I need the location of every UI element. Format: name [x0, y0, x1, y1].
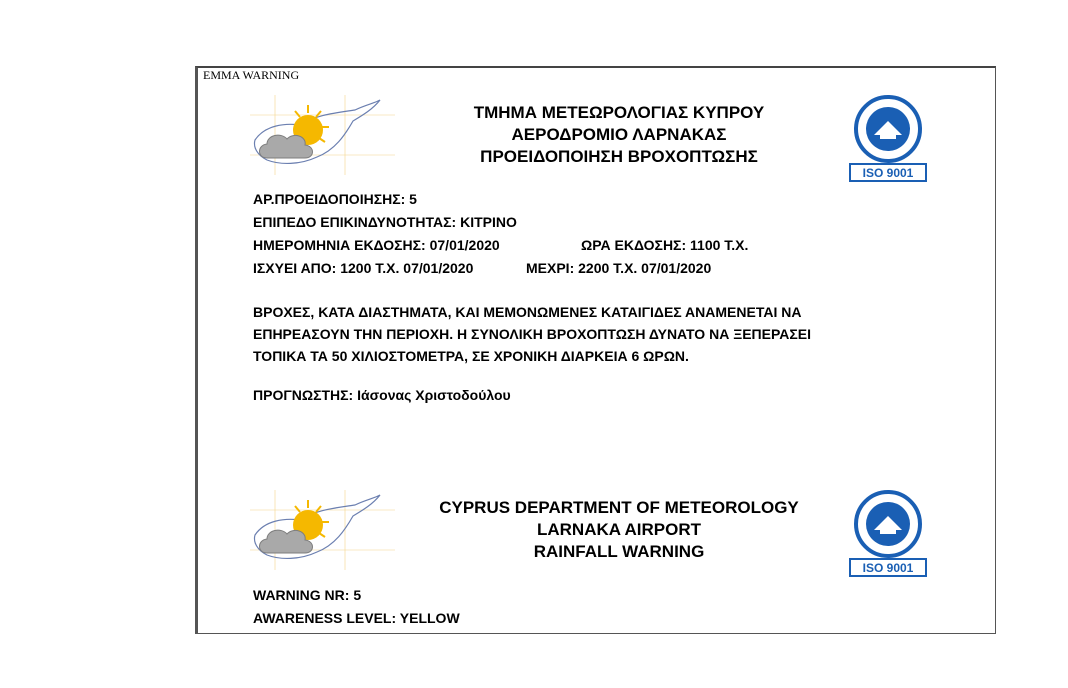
warning-nr-value: 5 [353, 587, 362, 603]
danger-level-value: ΚΙΤΡΙΝΟ [460, 214, 517, 230]
issue-date-value: 07/01/2020 [429, 237, 500, 253]
english-header-line: RAINFALL WARNING [533, 542, 705, 561]
english-header-line: CYPRUS DEPARTMENT OF METEOROLOGY [439, 498, 799, 517]
valid-to-label: ΜΕΧΡΙ: [526, 260, 575, 276]
issue-time-value: 1100 Τ.Χ. [690, 237, 749, 253]
awareness-level-label: AWARENESS LEVEL: [253, 610, 397, 626]
warning-nr-row [253, 587, 361, 603]
awareness-level-row [253, 610, 460, 626]
danger-level-row [253, 214, 517, 230]
window-tag: EMMA WARNING [203, 68, 300, 82]
valid-from-label: ΙΣΧΥΕΙ ΑΠΟ: [253, 260, 337, 276]
iso-label: ISO 9001 [862, 561, 914, 575]
english-header [415, 497, 823, 563]
valid-to-value: 2200 Τ.Χ. 07/01/2020 [578, 260, 712, 276]
iso-9001-badge-icon [840, 490, 936, 578]
greek-header-line: ΠΡΟΕΙΔΟΠΟΙΗΣΗ ΒΡΟΧΟΠΤΩΣΗΣ [480, 147, 758, 166]
iso-label: ISO 9001 [862, 166, 914, 180]
weather-logo-icon [245, 95, 395, 175]
awareness-level-value: YELLOW [399, 610, 460, 626]
forecaster-name: Ιάσονας Χριστοδούλου [357, 387, 511, 403]
weather-logo-icon [245, 490, 395, 570]
warning-nr-label: WARNING NR: [253, 587, 350, 603]
greek-header-line: ΑΕΡΟΔΡΟΜΙΟ ΛΑΡΝΑΚΑΣ [511, 125, 727, 144]
warning-body-line: ΒΡΟΧΕΣ, ΚΑΤΑ ΔΙΑΣΤΗΜΑΤΑ, ΚΑΙ ΜΕΜΟΝΩΜΕΝΕΣ ΚΑΤΑΙΓΙΔΕΣ ΑΝΑΜΕΝΕΤΑΙ ΝΑ [253, 304, 802, 320]
greek-header-line: ΤΜΗΜΑ ΜΕΤΕΩΡΟΛΟΓΙΑΣ ΚΥΠΡΟΥ [473, 103, 765, 122]
warning-body-line: ΕΠΗΡΕΑΣΟΥΝ ΤΗΝ ΠΕΡΙΟΧΗ. Η ΣΥΝΟΛΙΚΗ ΒΡΟΧΟΠΤΩΣΗ ΔΥΝΑΤΟ ΝΑ ΞΕΠΕΡΑΣΕΙ [253, 326, 812, 342]
valid-from-row [253, 260, 473, 276]
danger-level-label: ΕΠΙΠΕΔΟ ΕΠΙΚΙΝΔΥΝΟΤΗΤΑΣ: [253, 214, 457, 230]
issue-time-row [581, 237, 748, 253]
warning-number-label: ΑΡ.ΠΡΟΕΙΔΟΠΟΙΗΣΗΣ: [253, 191, 406, 207]
issue-time-label: ΩΡΑ ΕΚΔΟΣΗΣ: [581, 237, 687, 253]
warning-body-line: ΤΟΠΙΚΑ ΤΑ 50 ΧΙΛΙΟΣΤΟΜΕΤΡΑ, ΣΕ ΧΡΟΝΙΚΗ ΔΙΑΡΚΕΙΑ 6 ΩΡΩΝ. [253, 348, 689, 364]
forecaster-label: ΠΡΟΓΝΩΣΤΗΣ: [253, 387, 354, 403]
english-header-line: LARNAKA AIRPORT [536, 520, 701, 539]
valid-from-value: 1200 Τ.Χ. 07/01/2020 [340, 260, 474, 276]
iso-9001-badge-icon [840, 95, 936, 183]
issue-date-label: ΗΜΕΡΟΜΗΝΙΑ ΕΚΔΟΣΗΣ: [253, 237, 426, 253]
warning-body [253, 301, 913, 367]
forecaster-row [253, 387, 511, 403]
warning-number-row [253, 191, 417, 207]
warning-number-value: 5 [409, 191, 417, 207]
greek-header [415, 102, 823, 168]
issue-date-row [253, 237, 500, 253]
valid-to-row [526, 260, 711, 276]
